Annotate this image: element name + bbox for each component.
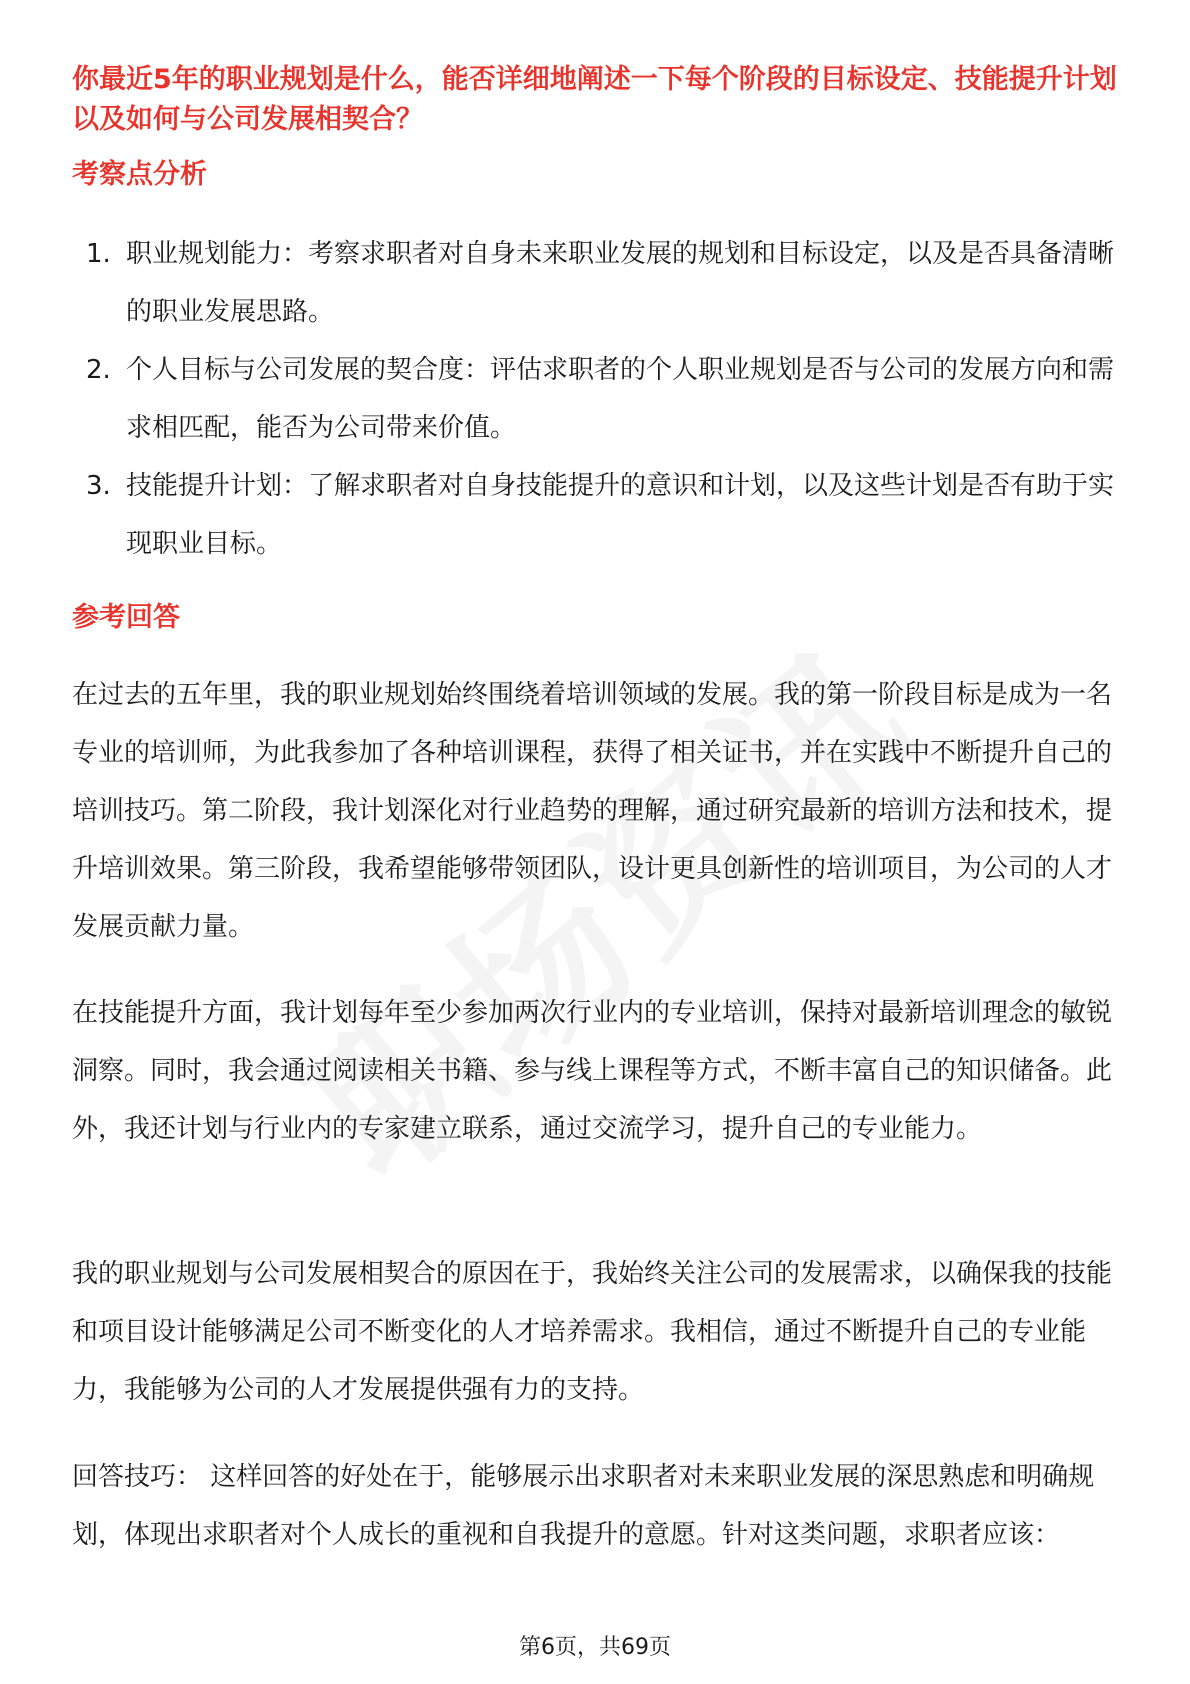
analysis-heading: 考察点分析 [72,159,207,190]
list-item [72,457,1122,573]
list-item-number: 3. [86,471,111,501]
list-item [72,225,1122,341]
answer-tips: 回答技巧： 这样回答的好处在于，能够展示出求职者对未来职业发展的深思熟虑和明确规划，体现出求职者对个人成长的重视和自我提升的意愿。针对这类问题，求职者应该： [72,1462,1095,1550]
list-item-text: 个人目标与公司发展的契合度：评估求职者的个人职业规划是否与公司的发展方向和需求相匹配，能否为公司带来价值。 [126,355,1115,443]
interview-question: 你最近5年的职业规划是什么，能否详细地阐述一下每个阶段的目标设定、技能提升计划以及如何与公司发展相契合？ [72,64,1117,135]
answer-paragraph: 在过去的五年里，我的职业规划始终围绕着培训领域的发展。我的第一阶段目标是成为一名专业的培训师，为此我参加了各种培训课程，获得了相关证书，并在实践中不断提升自己的培训技巧。第二阶段，我计划深化对行业趋势的理解，通过研究最新的培训方法和技术，提升培训效果。第三阶段，我希望能够带领团队，设计更具创新性的培训项目，为公司的人才发展贡献力量。 [72,680,1113,942]
page-number: 第6页，共69页 [519,1635,671,1660]
answer-paragraph: 我的职业规划与公司发展相契合的原因在于，我始终关注公司的发展需求，以确保我的技能和项目设计能够满足公司不断变化的人才培养需求。我相信，通过不断提升自己的专业能力，我能够为公司的人才发展提供强有力的支持。 [72,1259,1113,1405]
answer-paragraph: 在技能提升方面，我计划每年至少参加两次行业内的专业培训，保持对最新培训理念的敏锐洞察。同时，我会通过阅读相关书籍、参与线上课程等方式，不断丰富自己的知识储备。此外，我还计划与行业内的专家建立联系，通过交流学习，提升自己的专业能力。 [72,998,1113,1144]
list-item-text: 职业规划能力：考察求职者对自身未来职业发展的规划和目标设定，以及是否具备清晰的职业发展思路。 [126,239,1115,327]
list-item [72,341,1122,457]
list-item-number: 2. [86,355,111,385]
list-item-number: 1. [86,239,111,269]
analysis-list [72,225,1122,573]
list-item-text: 技能提升计划：了解求职者对自身技能提升的意识和计划，以及这些计划是否有助于实现职业目标。 [126,471,1115,559]
answer-heading: 参考回答 [72,602,180,633]
